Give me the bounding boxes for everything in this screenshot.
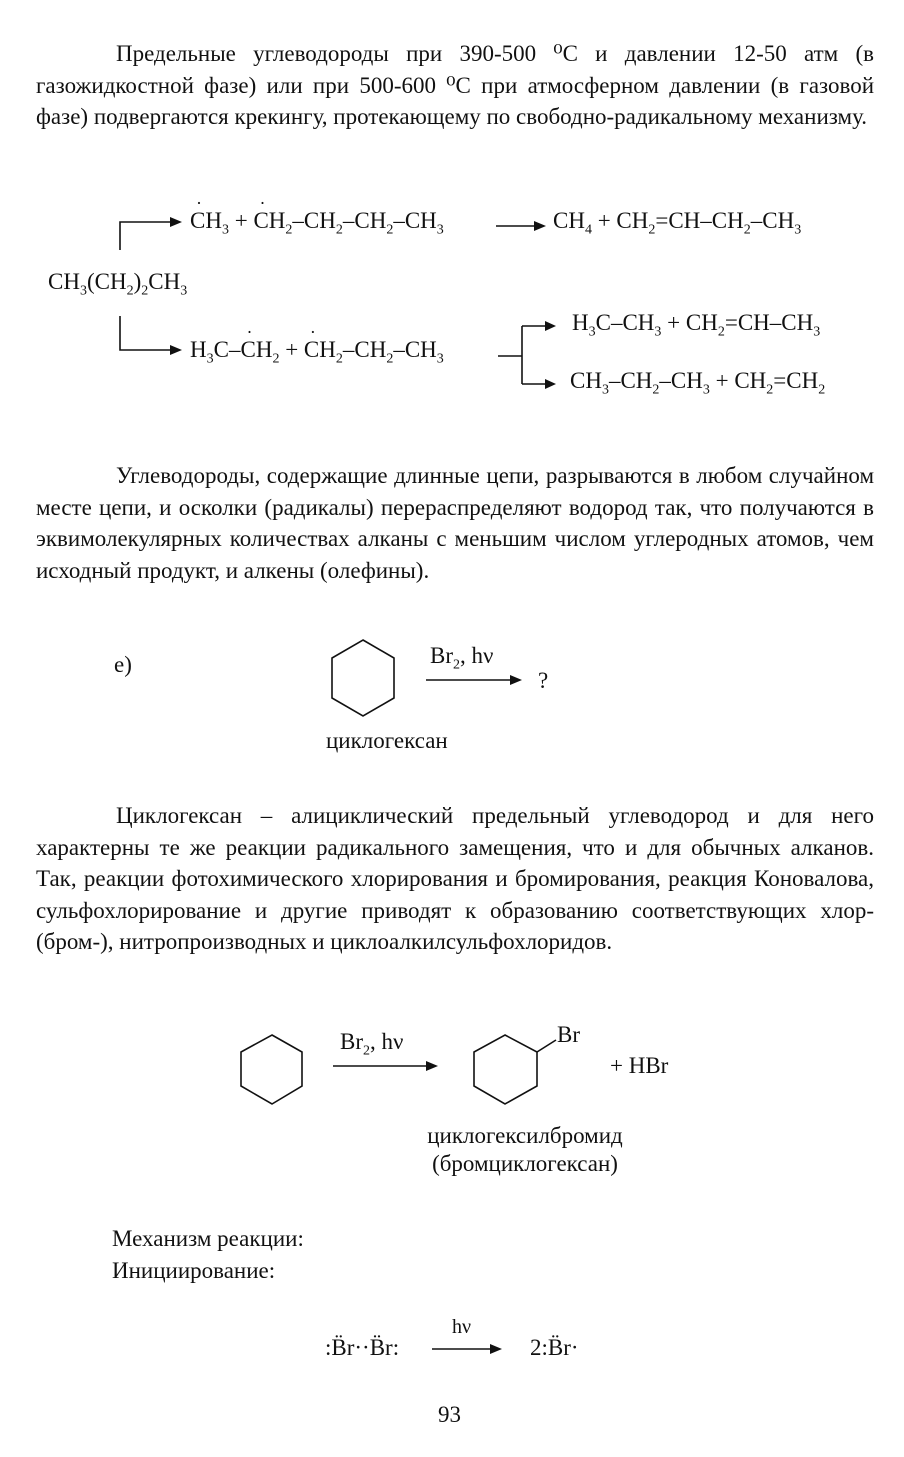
cyclohexane-ring-product [474,1035,537,1104]
top-branch-arrowhead [170,217,182,227]
initiation-right: 2:B̈r· [530,1335,579,1360]
branch-1-products: $H_3C-CH_3 + CH_2=CH-CH_3$ [572,310,821,340]
initiation-heading: Инициирование: [112,1258,276,1283]
reaction-e-product: ? [538,668,549,693]
paragraph-3 [36,800,874,958]
cyclohexane-name: циклогексан [326,728,448,753]
split-arrowhead-1 [545,321,556,331]
mechanism-title: Механизм реакции: [112,1226,304,1251]
bromination-arrowhead [426,1061,438,1071]
bromination-reagent: $Br_2$, hν [340,1029,404,1059]
bottom-branch-line [120,316,172,350]
reaction-e-arrowhead [510,675,522,685]
top-branch-line [120,222,172,250]
top-reaction-arrowhead [534,221,546,231]
product-alt-name: (бромциклогексан) [432,1151,618,1176]
page-number: 93 [438,1402,461,1427]
hbr-byproduct: + HBr [610,1053,669,1078]
branch-2-products: $CH_3-CH_2-CH_3 + CH_2=CH_2$ [570,368,826,398]
bottom-radicals: $H_3C-C$ · $H_2 + C$ · $H_2-CH_2-CH_3$ [190,322,444,367]
paragraph-2-text: Углеводороды, содержащие длинные цепи, разрываются в любом случайном месте цепи, и осколки (радикалы) перераспределяют водород так, что получаются в эквимолекулярных количествах алканы с меньшим числом углеродных атомов, чем исходный продукт, и алкены (олефины). [36,463,874,583]
top-products: $CH_4 + CH_2=CH-CH_2-CH_3$ [553,208,802,238]
bottom-branch-arrowhead [170,345,182,355]
product-name: циклогексилбромид [427,1123,623,1148]
initiation-arrowhead [490,1344,502,1354]
paragraph-3-text: Циклогексан – алициклический предельный углеводород и для него характерны те же реакции радикального замещения, что и для обычных алканов. Так, реакции фотохимического хлорирования и бромирования, реакция Коновалова, сульфохлорирование и другие приводят к образованию соответствующих хлор- (бром-), нитропроизводных и циклоалкилсульфохлоридов. [36,803,874,954]
paragraph-2 [36,460,874,586]
reaction-e-label: е) [114,652,132,677]
reaction-e-reagent: $Br_2$, hν [430,643,494,673]
c-br-bond [537,1040,556,1052]
butane-start: $CH_3(CH_2)_2CH_3$ [48,269,188,299]
initiation-condition: hν [452,1316,472,1338]
cyclohexane-ring-e [332,640,394,716]
cyclohexane-ring-reactant [241,1035,302,1104]
paragraph-1-text: Предельные углеводороды при 390-500 ⁰C и давлении 12-50 атм (в газожидкостной фазе) или при 500-600 ⁰C при атмосферном давлении (в газовой фазе) подвергаются крекингу, протекающему по свободно-радикальному механизму. [36,41,874,129]
split-arrowhead-2 [545,379,556,389]
initiation-left: :B̈r··B̈r: [325,1335,400,1360]
top-radicals: C · $H_3 + C$ · $H_2-CH_2-CH_2-CH_3$ [190,193,444,238]
br-substituent: Br [557,1022,580,1047]
